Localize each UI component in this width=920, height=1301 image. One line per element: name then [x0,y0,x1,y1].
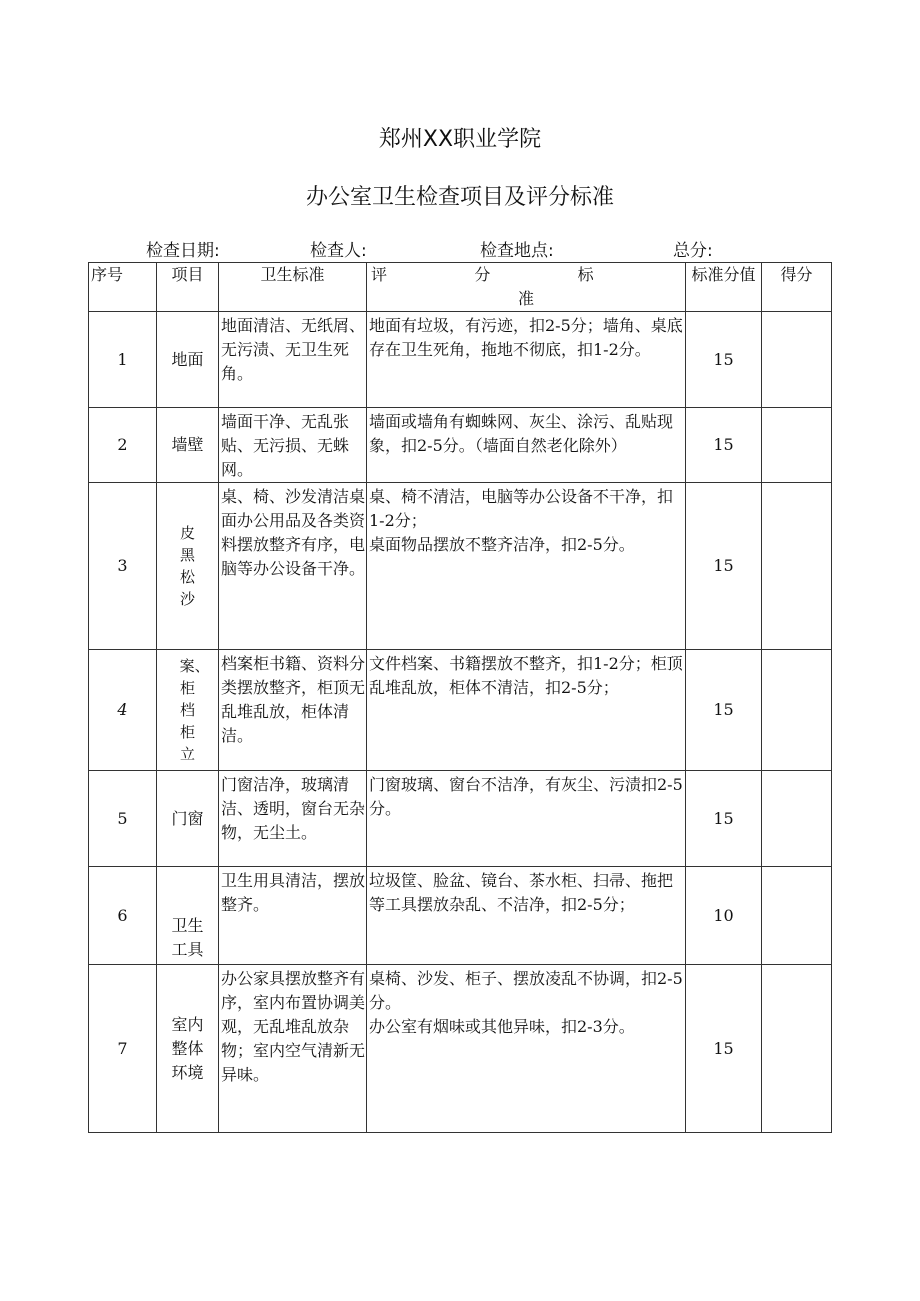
row-points: 15 [686,408,762,483]
row-points: 15 [686,965,762,1133]
row-points: 15 [686,312,762,408]
col-header-points: 标准分值 [686,263,762,312]
table-row [89,965,832,1133]
criteria-header-part: 评 [371,265,388,284]
field-inspector: 检查人: [310,241,367,261]
row-points: 15 [686,771,762,867]
row-score[interactable] [762,867,832,965]
row-item [157,650,219,771]
table-row [89,408,832,483]
row-number: 5 [89,771,157,867]
row-number: 7 [89,965,157,1133]
field-inspection-location: 检查地点: [480,241,554,261]
col-header-item: 项目 [157,263,219,312]
row-item [157,867,219,965]
row-item [157,483,219,650]
row-item-text: 案、柜档柜立 [179,656,210,763]
row-standard: 墙面干净、无乱张贴、无污损、无蛛网。 [219,408,367,483]
table-row [89,867,832,965]
row-item-text: 皮黑松沙 [179,523,195,608]
row-item: 墙壁 [157,408,219,483]
row-criteria: 文件档案、书籍摆放不整齐，扣1-2分；柜顶乱堆乱放，柜体不清洁，扣2-5分； [367,650,686,771]
row-standard: 办公家具摆放整齐有序，室内布置协调美观，无乱堆乱放杂物；室内空气清新无异味。 [219,965,367,1133]
row-criteria: 门窗玻璃、窗台不洁净，有灰尘、污渍扣2-5分。 [367,771,686,867]
row-points: 15 [686,650,762,771]
row-standard: 桌、椅、沙发清洁桌面办公用品及各类资料摆放整齐有序，电脑等办公设备干净。 [219,483,367,650]
criteria-header-part: 分 [474,265,491,284]
table-row [89,312,832,408]
row-number: 3 [89,483,157,650]
criteria-header-part: 准 [517,289,534,308]
table-row [89,483,832,650]
row-score[interactable] [762,650,832,771]
row-score[interactable] [762,771,832,867]
col-header-no: 序号 [89,263,157,312]
row-criteria: 桌、椅不清洁，电脑等办公设备不干净，扣1-2分； 桌面物品摆放不整齐洁净，扣2-5分。 [367,483,686,650]
row-standard: 门窗洁净，玻璃清洁、透明，窗台无杂物，无尘土。 [219,771,367,867]
col-header-standard: 卫生标准 [219,263,367,312]
row-standard: 地面清洁、无纸屑、无污渍、无卫生死角。 [219,312,367,408]
row-item [157,965,219,1133]
table-header-row [89,263,832,312]
field-total-score: 总分: [673,241,713,261]
row-score[interactable] [762,483,832,650]
row-item-text: 卫生工具 [171,916,204,959]
row-score[interactable] [762,312,832,408]
row-points: 15 [686,483,762,650]
field-inspection-date: 检查日期: [146,241,220,261]
row-standard: 卫生用具清洁，摆放整齐。 [219,867,367,965]
row-number: 4 [89,650,157,771]
table-row [89,771,832,867]
row-criteria: 桌椅、沙发、柜子、摆放凌乱不协调，扣2-5分。 办公室有烟味或其他异味，扣2-3分。 [367,965,686,1133]
row-item-text: 室内整体环境 [171,1014,204,1082]
col-header-score: 得分 [762,263,832,312]
row-points: 10 [686,867,762,965]
criteria-header-part: 标 [577,265,594,284]
row-number: 6 [89,867,157,965]
table-row [89,650,832,771]
col-header-criteria [367,263,686,312]
row-number: 1 [89,312,157,408]
row-score[interactable] [762,408,832,483]
document-title: 办公室卫生检查项目及评分标准 [305,185,614,210]
row-score[interactable] [762,965,832,1133]
school-name: 郑州XX职业学院 [378,127,542,152]
row-criteria: 墙面或墙角有蜘蛛网、灰尘、涂污、乱贴现象，扣2-5分。（墙面自然老化除外） [367,408,686,483]
row-item: 地面 [157,312,219,408]
inspection-table [88,262,832,1133]
row-standard: 档案柜书籍、资料分类摆放整齐，柜顶无乱堆乱放，柜体清洁。 [219,650,367,771]
row-criteria: 垃圾筐、脸盆、镜台、茶水柜、扫帚、拖把等工具摆放杂乱、不洁净，扣2-5分； [367,867,686,965]
row-item: 门窗 [157,771,219,867]
row-criteria: 地面有垃圾，有污迹，扣2-5分；墙角、桌底存在卫生死角，拖地不彻底，扣1-2分。 [367,312,686,408]
row-number: 2 [89,408,157,483]
